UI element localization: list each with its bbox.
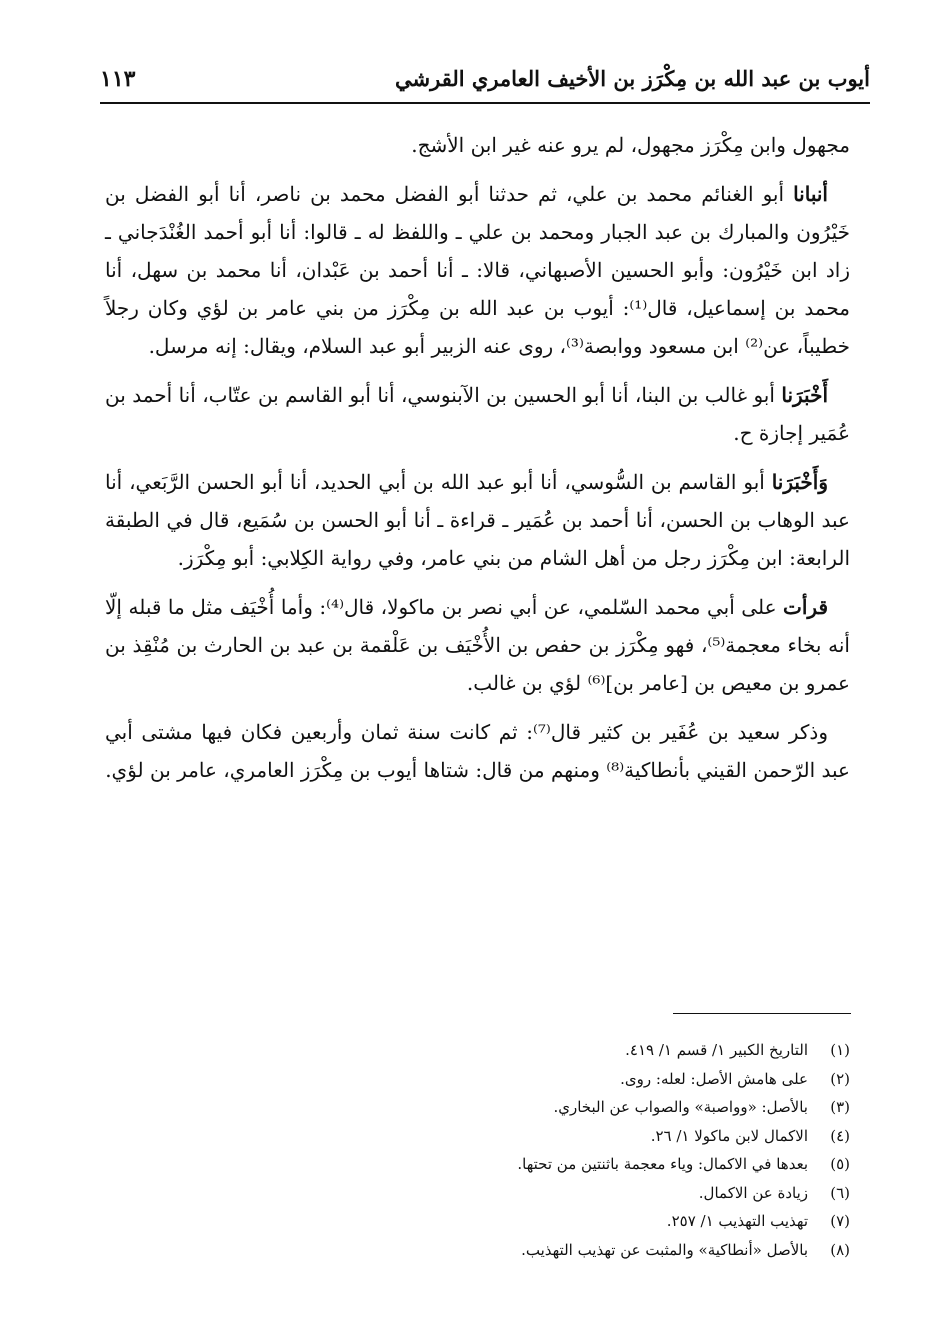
- paragraph: [105, 463, 850, 577]
- footnote-number: (٥): [830, 1155, 850, 1173]
- paragraph-text: مجهول وابن مِكْرَز مجهول، لم يرو عنه غير ابن الأشج.: [411, 133, 850, 157]
- footnote-number: (٧): [830, 1212, 850, 1230]
- running-title: أيوب بن عبد الله بن مِكْرَز بن الأخيف العامري القرشي: [395, 66, 870, 91]
- footnote-number: (١): [830, 1041, 850, 1059]
- footnote-separator: [673, 1013, 851, 1014]
- paragraph-lead-word: وَأَخْبَرَنا: [771, 470, 828, 494]
- paragraph-text: وذكر سعيد بن عُفَير بن كثير قال⁽⁷⁾: ثم كانت سنة ثمان وأربعين فكان فيها مشتى أبي عبد الرّحمن القيني بأنطاكية⁽⁸⁾ ومنهم من قال: شتاها أيوب بن مِكْرَز العامري، عامر بن لؤي.: [105, 720, 850, 782]
- footnote-text: على هامش الأصل: لعله: روى.: [620, 1069, 808, 1088]
- footnote-text: زيادة عن الاكمال.: [698, 1183, 808, 1202]
- paragraph-lead-word: قرأت: [783, 595, 829, 619]
- footnote-text: تهذيب التهذيب ١/ ٢٥٧.: [666, 1212, 808, 1230]
- footnote-item: [105, 1150, 850, 1179]
- paragraph-lead-word: أَخْبَرَنا: [781, 383, 828, 407]
- footnote-text: التاريخ الكبير ١/ قسم ١/ ٤١٩.: [625, 1041, 808, 1059]
- page-header: [100, 62, 870, 104]
- paragraph-text: أبو غالب بن البنا، أنا أبو الحسين بن الآبنوسي، أنا أبو القاسم بن عتّاب، أنا أحمد بن عُمَير إجازة ح.: [105, 383, 850, 445]
- footnote-number: (٣): [830, 1098, 850, 1116]
- paragraph: [105, 713, 850, 789]
- paragraph: [105, 376, 850, 452]
- footnote-text: بعدها في الاكمال: وياء معجمة باثنتين من تحتها.: [517, 1155, 808, 1173]
- page-number: ١١٣: [100, 66, 136, 92]
- footnote-text: بالأصل «أنطاكية» والمثبت عن تهذيب التهذيب.: [521, 1240, 808, 1259]
- paragraph: [105, 175, 850, 365]
- footnote-item: [105, 1207, 850, 1236]
- footnote-number: (٢): [830, 1069, 850, 1088]
- paragraph-text: على أبي محمد السّلمي، عن أبي نصر بن ماكولا، قال⁽⁴⁾: وأما أُخْيَف مثل ما قبله إلّا أنه بخاء معجمة⁽⁵⁾، فهو مِكْرَز بن حفص بن الأُخْيَف بن عَلْقمة بن عبد بن الحارث بن مُنْقِذ بن عمرو بن معيص بن [عامر بن]⁽⁶⁾ لؤي بن غالب.: [105, 595, 850, 695]
- footnotes: [105, 1036, 850, 1264]
- main-text: [105, 126, 850, 800]
- footnote-item: [105, 1093, 850, 1122]
- footnote-text: بالأصل: «وواصبة» والصواب عن البخاري.: [553, 1098, 808, 1116]
- footnote-item: [105, 1065, 850, 1094]
- footnote-item: [105, 1122, 850, 1151]
- footnote-text: الاكمال لابن ماكولا ١/ ٢٦.: [650, 1126, 808, 1145]
- footnote-number: (٨): [830, 1240, 850, 1259]
- paragraph-lead-word: أنبانا: [793, 182, 828, 206]
- paragraph-text: أبو القاسم بن السُّوسي، أنا أبو عبد الله بن أبي الحديد، أنا أبو الحسن الرَّبَعي، أنا عبد الوهاب بن الحسن، أنا أحمد بن عُمَير ـ قراءة ـ أنا أبو الحسن بن سُمَيع، قال في الطبقة الرابعة: ابن مِكْرَز رجل من أهل الشام من بني عامر، وفي رواية الكِلابي: أبو مِكْرَز.: [105, 470, 850, 570]
- paragraph: [105, 588, 850, 702]
- footnote-item: [105, 1179, 850, 1208]
- footnote-number: (٤): [830, 1126, 850, 1145]
- footnote-number: (٦): [830, 1183, 850, 1202]
- paragraph: [105, 126, 850, 164]
- footnote-item: [105, 1236, 850, 1265]
- paragraph-text: أبو الغنائم محمد بن علي، ثم حدثنا أبو الفضل محمد بن ناصر، أنا أبو الفضل بن خَيْرُون والمبارك بن عبد الجبار ومحمد بن علي ـ واللفظ له ـ قالوا: أنا أبو أحمد الغُنْدَجاني ـ زاد ابن خَيْرُون: وأبو الحسين الأصبهاني، قالا: ـ أنا أحمد بن عَبْدان، أنا محمد بن سهل، أنا محمد بن إسماعيل، قال⁽¹⁾: أيوب بن عبد الله بن مِكْرَز من بني عامر بن لؤي وكان رجلاً خطيباً، عن⁽²⁾ ابن مسعود ووابصة⁽³⁾، روى عنه الزبير أبو عبد السلام، ويقال: إنه مرسل.: [105, 182, 850, 358]
- footnote-item: [105, 1036, 850, 1065]
